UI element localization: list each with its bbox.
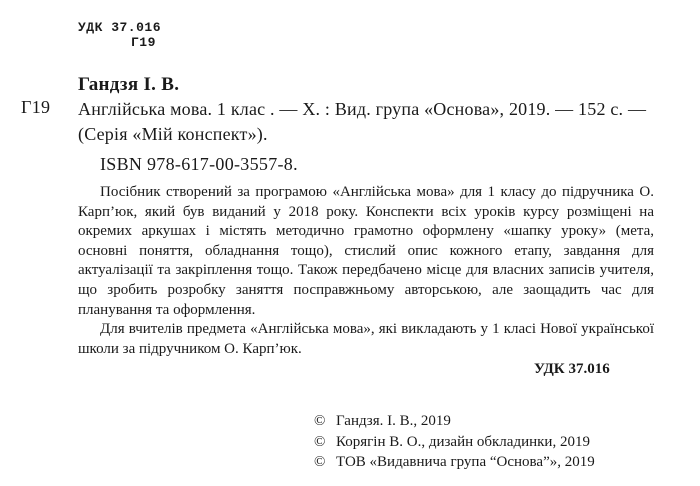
copyright-text: Гандзя. І. В., 2019 [336,413,451,429]
udk-header-code: УДК 37.016 [78,20,162,35]
author-code: Г19 [21,97,51,117]
bibliographic-entry: Англійська мова. 1 клас . — Х. : Вид. група «Основа», 2019. — 152 с. — (Серія «Мій конспект»). [78,99,647,144]
author-name: Гандзя І. В. [78,74,180,95]
annotation-paragraph: Для вчителів предмета «Англійська мова», які викладають у 1 класі Нової української школи за підручником О. Карп’юк. [78,321,654,357]
udk-footer: УДК 37.016 [534,361,610,377]
annotation-paragraph: Посібник створений за програмою «Англійська мова» для 1 класу до підручника О. Карп’юк, який був виданий у 2018 року. Конспекти всіх уроків курсу розміщені на окремих аркушах і містять методично грамотно оформлену «шапку уроку» (мета, основні поняття, обладнання тощо), стислий опис кожного етапу, завдання для актуалізації та закріплення тощо. Також передбачено місце для власних записів учителя, що зробить розробку заняття посправжньому авторською, але заощадить час для планування та оформлення. [78,184,654,318]
copyright-icon: © [314,433,326,450]
isbn: ISBN 978-617-00-3557-8. [100,154,298,174]
copyright-line [314,452,595,473]
copyright-text: Корягін В. О., дизайн обкладинки, 2019 [336,433,590,450]
udk-header-author-mark: Г19 [131,35,156,50]
annotation [78,183,654,359]
copyright-block [314,411,595,473]
copyright-line [314,411,595,432]
copyright-line [314,432,595,453]
copyright-icon: © [314,454,326,470]
copyright-text: ТОВ «Видавнича група “Основа”», 2019 [336,454,595,470]
udk-header [78,20,161,50]
copyright-icon: © [314,413,326,429]
